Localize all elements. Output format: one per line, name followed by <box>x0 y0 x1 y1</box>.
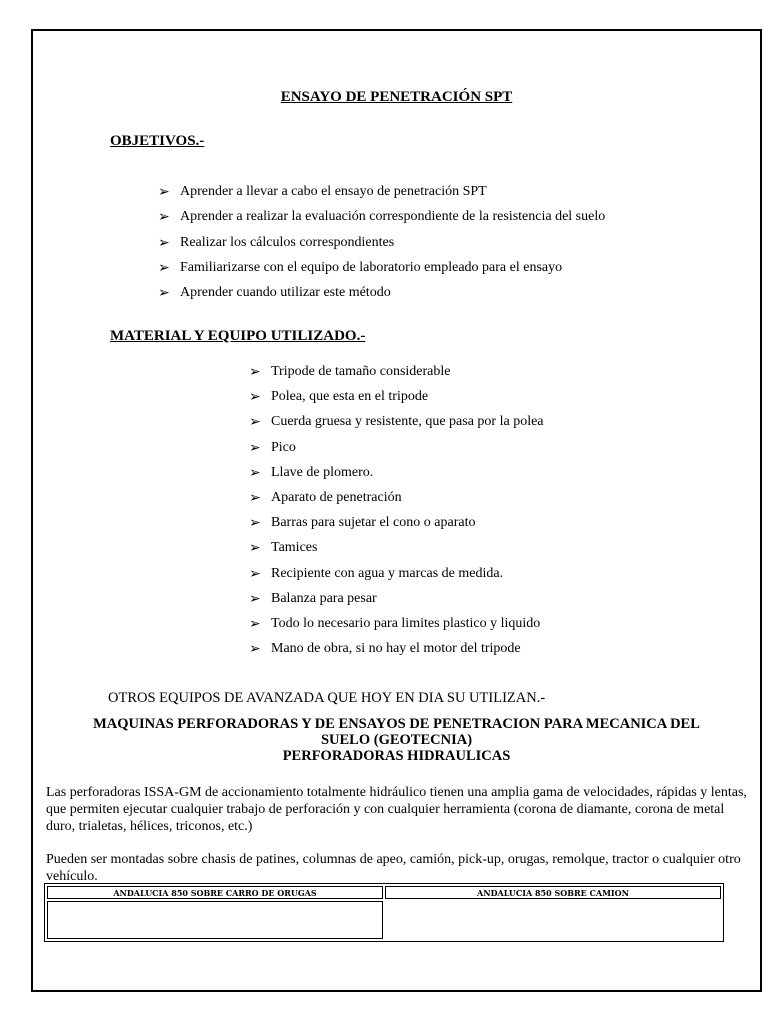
list-item: ➢ Todo lo necesario para limites plastico y liquido <box>249 615 541 632</box>
paragraph-drills: Las perforadoras ISSA-GM de accionamiento totalmente hidráulico tienen una amplia gama de velocidades, rápidas y lentas, que permiten ejecutar cualquier trabajo de perforación y con cualquier herramienta (corona de diamante, corona de metal duro, trialetas, hélices, triconos, etc.) <box>46 785 747 834</box>
arrow-bullet-icon: ➢ <box>158 285 170 302</box>
list-item: ➢ Pico <box>249 439 296 456</box>
list-item: ➢ Realizar los cálculos correspondientes <box>158 234 395 251</box>
list-item: ➢ Polea, que esta en el tripode <box>249 389 429 406</box>
arrow-bullet-icon: ➢ <box>249 641 261 658</box>
arrow-bullet-icon: ➢ <box>249 464 261 481</box>
materials-list <box>249 363 544 665</box>
other-equipment-text: OTROS EQUIPOS DE AVANZADA QUE HOY EN DIA SU UTILIZAN.- <box>108 690 546 706</box>
arrow-bullet-icon: ➢ <box>249 389 261 406</box>
arrow-bullet-icon: ➢ <box>249 439 261 456</box>
list-item: ➢ Aprender a realizar la evaluación correspondiente de la resistencia del suelo <box>158 209 606 226</box>
objectives-heading: OBJETIVOS.- <box>110 133 205 149</box>
section-title-line2: SUELO (GEOTECNIA) <box>320 732 473 748</box>
document-page <box>31 29 762 992</box>
list-item: ➢ Llave de plomero. <box>249 464 374 481</box>
list-item: ➢ Aprender a llevar a cabo el ensayo de penetración SPT <box>158 184 487 200</box>
section-title-line1: MAQUINAS PERFORADORAS Y DE ENSAYOS DE PENETRACION PARA MECANICA DEL <box>93 716 700 732</box>
list-item: ➢ Mano de obra, si no hay el motor del tripode <box>249 641 521 658</box>
list-item: ➢ Balanza para pesar <box>249 590 377 607</box>
arrow-bullet-icon: ➢ <box>249 364 261 380</box>
list-item: ➢ Familiarizarse con el equipo de laboratorio empleado para el ensayo <box>158 259 563 276</box>
arrow-bullet-icon: ➢ <box>158 259 170 276</box>
arrow-bullet-icon: ➢ <box>158 209 170 226</box>
list-item: ➢ Tamices <box>249 540 318 557</box>
equipment-table <box>44 883 724 942</box>
arrow-bullet-icon: ➢ <box>158 184 170 200</box>
arrow-bullet-icon: ➢ <box>249 615 261 632</box>
document-title: ENSAYO DE PENETRACIÓN SPT <box>280 89 513 105</box>
list-item: ➢ Aparato de penetración <box>249 489 402 506</box>
paragraph-mounting: Pueden ser montadas sobre chasis de patines, columnas de apeo, camión, pick-up, orugas, remolque, tractor o cualquier otro vehículo. <box>46 852 741 884</box>
arrow-bullet-icon: ➢ <box>249 489 261 506</box>
materials-heading: MATERIAL Y EQUIPO UTILIZADO.- <box>110 328 366 344</box>
list-item: ➢ Barras para sujetar el cono o aparato <box>249 515 476 532</box>
arrow-bullet-icon: ➢ <box>158 234 170 251</box>
list-item: ➢ Aprender cuando utilizar este método <box>158 285 391 302</box>
arrow-bullet-icon: ➢ <box>249 540 261 557</box>
section-title-line3: PERFORADORAS HIDRAULICAS <box>282 748 511 764</box>
table-cell <box>47 901 383 939</box>
arrow-bullet-icon: ➢ <box>249 565 261 582</box>
table-header-cell: ANDALUCIA 850 SOBRE CAMION <box>385 886 721 899</box>
list-item: ➢ Tripode de tamaño considerable <box>249 364 451 380</box>
table-cell <box>385 901 721 939</box>
arrow-bullet-icon: ➢ <box>249 590 261 607</box>
table-header-cell: ANDALUCIA 850 SOBRE CARRO DE ORUGAS <box>47 886 383 899</box>
list-item: ➢ Cuerda gruesa y resistente, que pasa por la polea <box>249 414 544 431</box>
list-item: ➢ Recipiente con agua y marcas de medida. <box>249 565 504 582</box>
arrow-bullet-icon: ➢ <box>249 515 261 532</box>
objectives-list <box>158 183 606 309</box>
arrow-bullet-icon: ➢ <box>249 414 261 431</box>
